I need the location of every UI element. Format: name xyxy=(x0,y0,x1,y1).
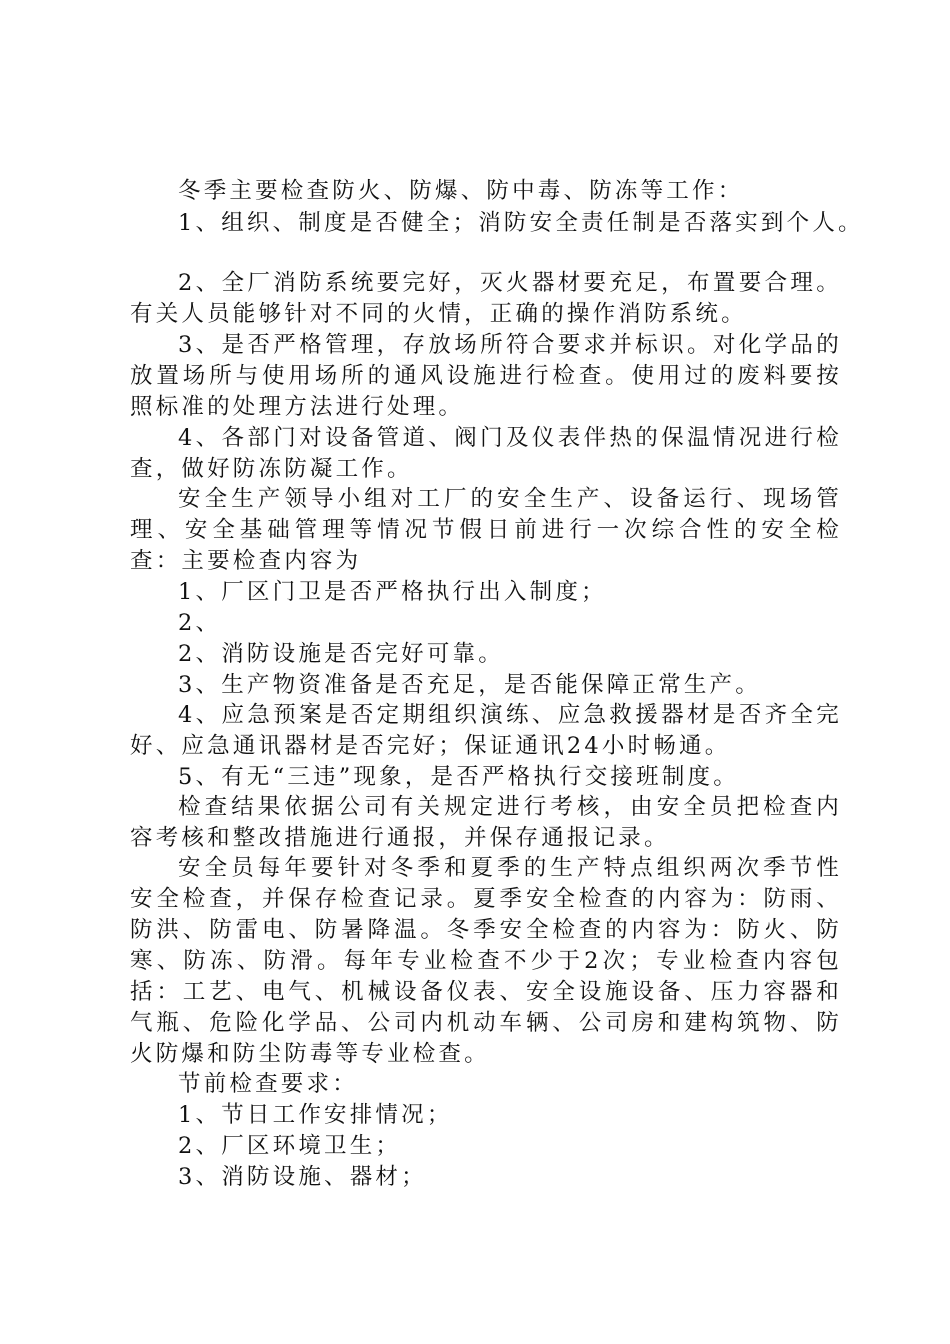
paragraph-item-materials: 3、生产物资准备是否充足，是否能保障正常生产。 xyxy=(178,672,761,698)
paragraph-item-strict-management: 3、是否严格管理，存放场所符合要求并标识。对化学品的放置场所与使用场所的通风设施进行检查。使用过的废料要按照标准的处理方法进行处理。 xyxy=(130,332,842,420)
paragraph-item-gate-guard: 1、厂区门卫是否严格执行出入制度； xyxy=(178,579,607,605)
paragraph-item-plant-hygiene: 2、厂区环境卫生； xyxy=(178,1133,402,1159)
paragraph-item-organization: 1、组织、制度是否健全；消防安全责任制是否落实到个人。 xyxy=(178,210,864,236)
paragraph-item-empty: 2、 xyxy=(178,610,222,636)
paragraph-inspection-results: 检查结果依据公司有关规定进行考核，由安全员把检查内容考核和整改措施进行通报，并保存通报记录。 xyxy=(130,794,842,851)
paragraph-item-holiday-arrangement: 1、节日工作安排情况； xyxy=(178,1102,453,1128)
paragraph-item-fire-equipment: 3、消防设施、器材； xyxy=(178,1164,427,1190)
paragraph-seasonal-inspection: 安全员每年要针对冬季和夏季的生产特点组织两次季节性安全检查，并保存检查记录。夏季安全检查的内容为：防雨、防洪、防雷电、防暑降温。冬季安全检查的内容为：防火、防寒、防冻、防滑。每年专业检查不少于2次；专业检查内容包括：工艺、电气、机械设备仪表、安全设施设备、压力容器和气瓶、危险化学品、公司内机动车辆、公司房和建构筑物、防火防爆和防尘防毒等专业检查。 xyxy=(130,855,842,1067)
paragraph-item-violations: 5、有无“三违”现象，是否严格执行交接班制度。 xyxy=(178,764,739,790)
paragraph-item-fire-facilities: 2、消防设施是否完好可靠。 xyxy=(178,641,504,667)
paragraph-item-antifreeze: 4、各部门对设备管道、阀门及仪表伴热的保温情况进行检查，做好防冻防凝工作。 xyxy=(130,425,842,482)
paragraph-holiday-inspection-intro: 安全生产领导小组对工厂的安全生产、设备运行、现场管理、安全基础管理等情况节假日前进行一次综合性的安全检查：主要检查内容为 xyxy=(130,486,842,574)
paragraph-winter-check-intro: 冬季主要检查防火、防爆、防中毒、防冻等工作： xyxy=(178,178,744,204)
paragraph-item-emergency-plan: 4、应急预案是否定期组织演练、应急救援器材是否齐全完好、应急通讯器材是否完好；保证通讯24小时畅通。 xyxy=(130,702,842,759)
paragraph-pre-holiday-requirements: 节前检查要求： xyxy=(178,1071,358,1097)
paragraph-item-fire-system: 2、全厂消防系统要完好，灭火器材要充足，布置要合理。有关人员能够针对不同的火情，正确的操作消防系统。 xyxy=(130,270,842,327)
